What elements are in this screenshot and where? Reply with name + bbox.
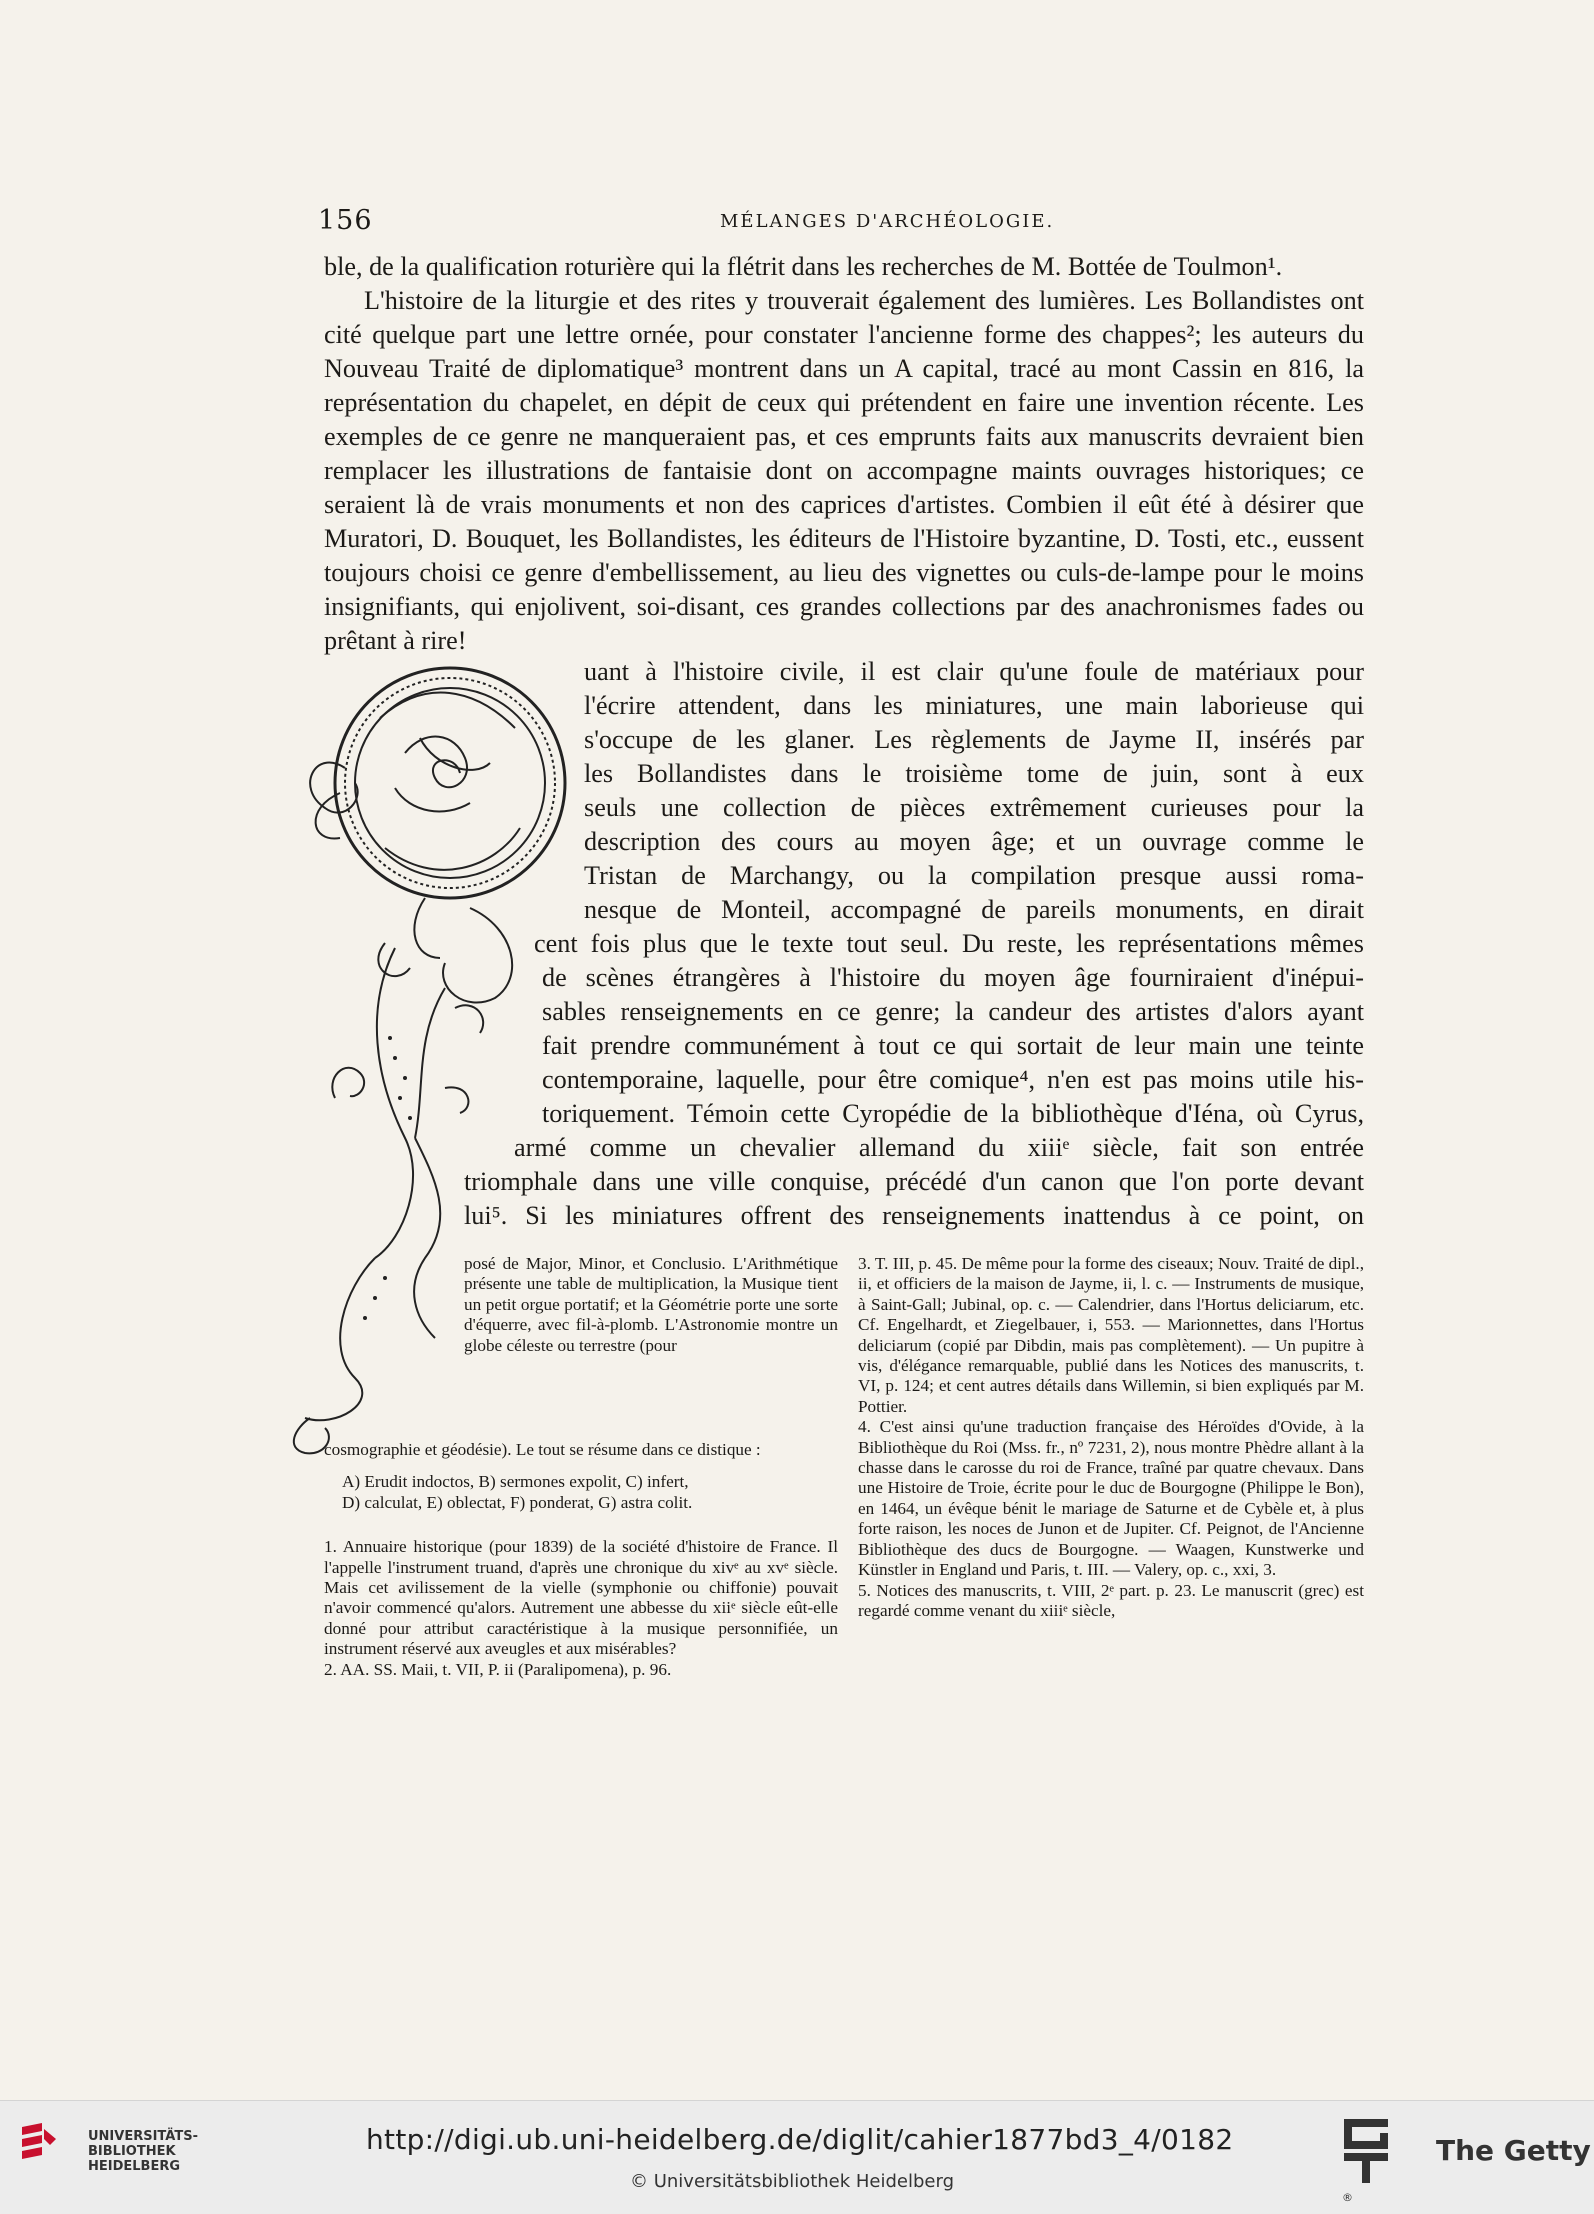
distich-verse [342,1472,838,1513]
library-name[interactable] [88,2129,198,2174]
verse-line: D) calculat, E) oblectat, F) ponderat, G) astra colit. [342,1492,693,1512]
page-number: 156 [318,205,373,236]
paragraph-1: L'histoire de la liturgie et des rites y trouverait également des lumières. Les Bollandistes ont cité quelque part une lettre ornée, pour constater l'ancienne forme des chappes²; les auteurs du Nouveau Traité de diplomatique³ montrent dans un A capital, tracé au mont Cassin en 816, la représentation du chapelet, en dépit de ceux qui prétendent en faire une invention récente. Les exemples de ce genre ne manqueraient pas, et ces emprunts faits aux manuscrits devraient bien remplacer les illustrations de fantaisie dont on accompagne maints ouvrages historiques; ce seraient là de vrais monuments et non des caprices d'artistes. Combien il eût été à désirer que Muratori, D. Bouquet, les Bollandistes, les éditeurs de l'Histoire byzantine, D. Tosti, etc., eussent toujours choisi ce genre d'embellissement, au lieu des vignettes ou culs-de-lampe pour le moins insignifiants, qui enjolivent, soi-disant, ces grandes collections par des anachronismes fades ou prêtant à rire! [324,286,1364,655]
text-line: fait prendre communément à tout ce qui sortait de leur main une teinte [542,1031,1364,1060]
getty-name[interactable]: The Getty [1436,2134,1591,2167]
text-line: lui⁵. Si les miniatures offrent des renseignements inattendus à ce point, on [464,1201,1364,1230]
footnote-3: 3. T. III, p. 45. De même pour la forme des ciseaux; Nouv. Traité de dipl., ii, et officiers de la maison de Jayme, ii, l. c. — Instruments de musique, à Saint-Gall; Jubinal, op. c. — Calendrier, dans l'Hortus deliciarum, etc. Cf. Engelhardt, et Ziegelbauer, i, 553. — Marionnettes, dans l'Hortus deliciarum (copié par Dibdin, mais pas complètement). — Un pupitre à vis, d'élégance remarquable, publié dans les Notices des manuscrits, t. VI, p. 124; et cent autres détails dans Willemin, si bien expliqués par M. Pottier. [858,1254,1364,1416]
footnotes-right-column [858,1254,1364,1621]
text-line: triomphale dans une ville conquise, précédé d'un canon que l'on porte devant [464,1167,1364,1196]
library-name-line: UNIVERSITÄTS- [88,2129,198,2144]
text-line: l'écrire attendent, dans les miniatures, une main laborieuse qui [584,691,1364,720]
text-line: sables renseignements en ce genre; la candeur des artistes d'alors ayant [542,997,1364,1026]
text-line: seuls une collection de pièces extrêmement curieuses pour la [584,793,1364,822]
footnotes-left-column [324,1440,838,1680]
library-name-line: BIBLIOTHEK [88,2144,176,2159]
footnote-4: 4. C'est ainsi qu'une traduction française des Héroïdes d'Ovide, à la Bibliothèque du Roi (Mss. fr., nº 7231, 2), nous montre Phèdre allant à la chasse dans le carosse du roi de France, traîné par quatre chevaux. Dans une Histoire de Troie, écrite pour le duc de Bourgogne (Philippe le Bon), en 1464, un évêque bénit le mariage de Saturne et de Cybèle et, à plus forte raison, les noces de Junon et de Jupiter. Cf. Peignot, de l'Ancienne Bibliothèque des ducs de Bourgogne. — Waagen, Kunstwerke und Künstler in England und Paris, t. III. — Valery, op. c., xxi, 3. [858,1417,1364,1580]
main-text [324,250,1364,658]
text-line: armé comme un chevalier allemand du xiiiᵉ siècle, fait son entrée [514,1133,1364,1162]
verse-line: A) Erudit indoctos, B) sermones expolit, C) infert, [342,1472,689,1492]
permalink-url[interactable]: http://digi.ub.uni-heidelberg.de/diglit/cahier1877bd3_4/0182 [366,2123,1234,2156]
footnote-continuation-text: posé de Major, Minor, et Conclusio. L'Arithmétique présente une table de multiplication, la Musique tient un petit orgue portatif; et la Géométrie porte une sorte d'équerre, avec fil-à-plomb. L'Astronomie montre un globe céleste ou terrestre (pour [464,1254,838,1355]
text-line: uant à l'histoire civile, il est clair qu'une foule de matériaux pour [584,657,1364,686]
viewer-footer [0,2100,1594,2214]
footnote-continuation [464,1254,838,1356]
text-line: s'occupe de les glaner. Les règlements de Jayme II, insérés par [584,725,1364,754]
text-line: cent fois plus que le texte tout seul. Du reste, les représentations mêmes [534,929,1364,958]
text-line: description des cours au moyen âge; et un ouvrage comme le [584,827,1364,856]
footnote-2: 2. AA. SS. Maii, t. VII, P. ii (Paralipomena), p. 96. [324,1659,672,1679]
footnote-continuation-end: cosmographie et géodésie). Le tout se résume dans ce distique : [324,1440,761,1459]
text-line: Tristan de Marchangy, ou la compilation presque aussi roma- [584,861,1364,890]
text-line: les Bollandistes dans le troisième tome de juin, sont à eux [584,759,1364,788]
library-name-line: HEIDELBERG [88,2159,181,2174]
text-line: de scènes étrangères à l'histoire du moyen âge fourniraient d'inépui- [542,963,1364,992]
copyright-notice: © Universitätsbibliothek Heidelberg [630,2171,955,2192]
text-line: nesque de Monteil, accompagné de pareils monuments, en dirait [584,895,1364,924]
running-head: MÉLANGES D'ARCHÉOLOGIE. [720,211,1055,232]
footnote-5: 5. Notices des manuscrits, t. VIII, 2ᵉ part. p. 23. Le manuscrit (grec) est regardé comme venant du xiiiᵉ siècle, [858,1580,1364,1620]
getty-logo-icon[interactable] [1344,2119,1388,2183]
registered-mark: ® [1342,2191,1353,2204]
text-line: contemporaine, laquelle, pour être comique⁴, n'en est pas moins utile his- [542,1065,1364,1094]
text-line: toriquement. Témoin cette Cyropédie de la bibliothèque d'Iéna, où Cyrus, [542,1099,1364,1128]
footnote-1: 1. Annuaire historique (pour 1839) de la société d'histoire de France. Il l'appelle l'instrument truand, d'après une chronique du xivᵉ au xvᵉ siècle. Mais cet avilissement de la vielle (symphonie ou chiffonie) pouvait n'avoir commencé qu'alors. Autrement une abbesse du xiiᵉ siècle eût-elle donné pour attribut caractéristique à la musique personnifiée, un instrument réservé aux aveugles et aux misérables? [324,1537,838,1659]
intro-line: ble, de la qualification roturière qui la flétrit dans les recherches de M. Bottée de Toulmon¹. [324,252,1283,281]
ub-heidelberg-logo-icon[interactable] [18,2121,60,2167]
